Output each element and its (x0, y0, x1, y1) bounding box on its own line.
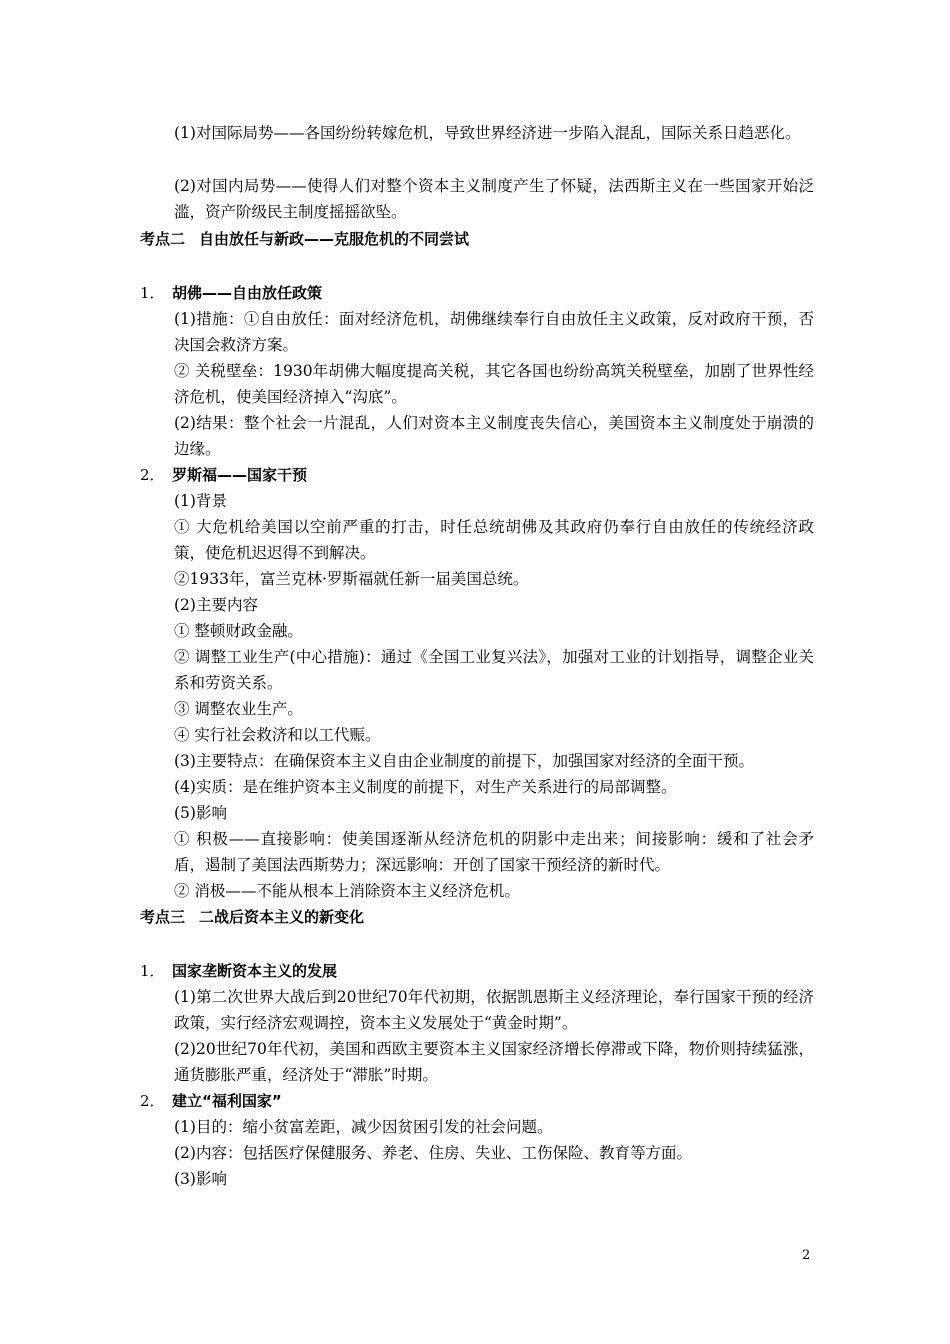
subheading-title: 胡佛——自由放任政策 (172, 284, 323, 302)
subheading-number: 1． (140, 962, 165, 980)
line-negative: ② 消极——不能从根本上消除资本主义经济危机。 (174, 882, 520, 900)
paragraph-background-1: ① 大危机给美国以空前严重的打击，时任总统胡佛及其政府仍奉行自由放任的传统经济政策，使危机迟迟得不到解决。 (174, 518, 814, 562)
line-purpose: (1)目的：缩小贫富差距，减少因贫困引发的社会问题。 (174, 1118, 553, 1136)
subheading-welfare-state (140, 1088, 282, 1114)
page-number: 2 (802, 1248, 811, 1263)
paragraph-international: (1)对国际局势——各国纷纷转嫁危机，导致世界经济进一步陷入混乱，国际关系日趋恶化。 (174, 124, 801, 142)
line-relief: ④ 实行社会救济和以工代赈。 (174, 726, 381, 744)
section-label: 考点二 (140, 230, 186, 248)
subheading-number: 1． (140, 284, 165, 302)
line-content: (2)内容：包括医疗保健服务、养老、住房、失业、工伤保险、教育等方面。 (174, 1144, 692, 1162)
subheading-number: 2． (140, 466, 165, 484)
line-finance: ① 整顿财政金融。 (174, 622, 303, 640)
paragraph-stagflation: (2)20世纪70年代初，美国和西欧主要资本主义国家经济增长停滞或下降，物价则持续猛涨，通货膨胀严重，经济处于“滞胀”时期。 (174, 1040, 814, 1084)
subheading-title: 建立“福利国家” (172, 1092, 282, 1110)
section-heading-kaodian3 (140, 904, 364, 930)
subheading-title: 罗斯福——国家干预 (172, 466, 308, 484)
line-background: (1)背景 (174, 492, 227, 510)
paragraph-hoover-tariff: ② 关税壁垒：1930年胡佛大幅度提高关税，其它各国也纷纷高筑关税壁垒，加剧了世界性经济危机，使美国经济掉入“沟底”。 (174, 362, 814, 406)
line-main-content: (2)主要内容 (174, 596, 258, 614)
paragraph-hoover-measures: (1)措施：①自由放任：面对经济危机，胡佛继续奉行自由放任主义政策，反对政府干预，否决国会救济方案。 (174, 310, 814, 354)
subheading-number: 2． (140, 1092, 165, 1110)
section-title: 自由放任与新政——克服危机的不同尝试 (199, 230, 470, 248)
paragraph-domestic: (2)对国内局势——使得人们对整个资本主义制度产生了怀疑，法西斯主义在一些国家开始泛滥，资产阶级民主制度摇摇欲坠。 (174, 177, 814, 221)
section-label: 考点三 (140, 908, 186, 926)
section-title: 二战后资本主义的新变化 (199, 908, 365, 926)
paragraph-positive: ① 积极——直接影响：使美国逐渐从经济危机的阴影中走出来；间接影响：缓和了社会矛盾，遏制了美国法西斯势力；深远影响：开创了国家干预经济的新时代。 (174, 830, 814, 874)
subheading-hoover (140, 280, 322, 306)
paragraph-golden-age: (1)第二次世界大战后到20世纪70年代初期，依据凯恩斯主义经济理论，奉行国家干预的经济政策，实行经济宏观调控，资本主义发展处于“黄金时期”。 (174, 988, 814, 1032)
paragraph-background-2: ②1933年，富兰克林·罗斯福就任新一届美国总统。 (174, 570, 529, 588)
section-heading-kaodian2 (140, 226, 469, 252)
subheading-roosevelt (140, 462, 307, 488)
paragraph-industry: ② 调整工业生产(中心措施)：通过《全国工业复兴法》，加强对工业的计划指导，调整企业关系和劳资关系。 (174, 648, 814, 692)
line-essence: (4)实质：是在维护资本主义制度的前提下，对生产关系进行的局部调整。 (174, 778, 677, 796)
subheading-state-monopoly (140, 958, 337, 984)
line-agriculture: ③ 调整农业生产。 (174, 700, 303, 718)
subheading-title: 国家垄断资本主义的发展 (172, 962, 338, 980)
line-welfare-influence: (3)影响 (174, 1170, 227, 1188)
paragraph-hoover-result: (2)结果：整个社会一片混乱，人们对资本主义制度丧失信心，美国资本主义制度处于崩溃的边缘。 (174, 414, 814, 458)
line-influence: (5)影响 (174, 804, 227, 822)
line-features: (3)主要特点：在确保资本主义自由企业制度的前提下，加强国家对经济的全面干预。 (174, 752, 754, 770)
